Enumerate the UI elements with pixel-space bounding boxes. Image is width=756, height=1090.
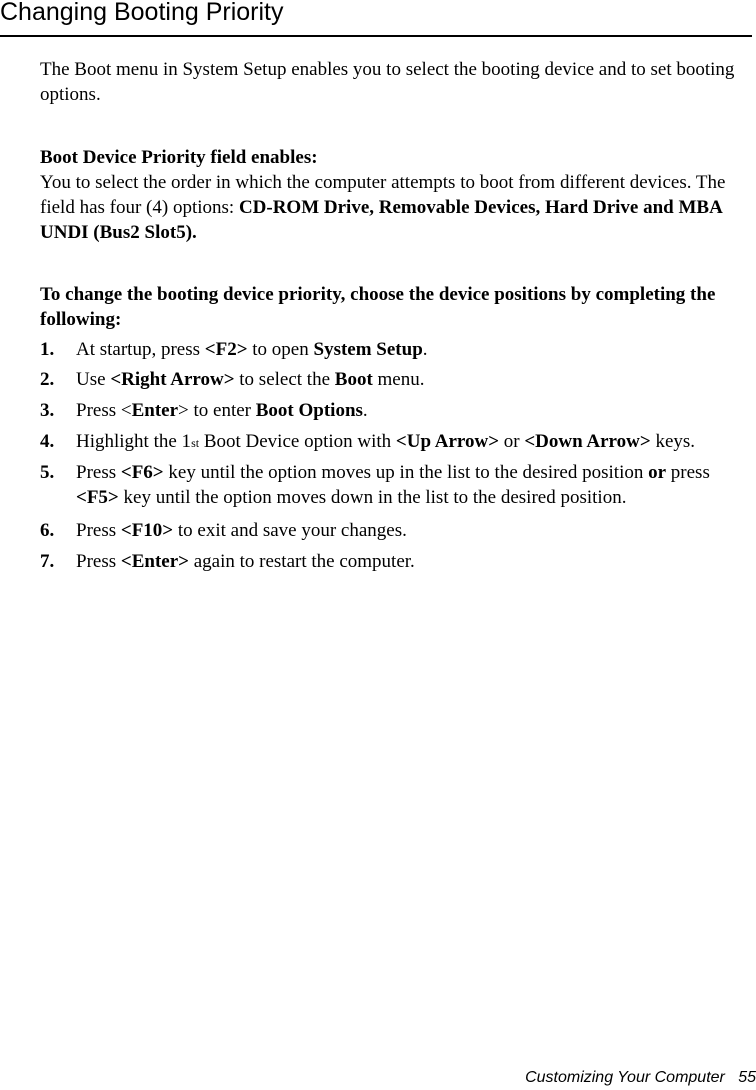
step-bold-text: <Right Arrow> [110,369,235,390]
page-footer [525,1068,756,1088]
step-bold-text: Boot [334,369,373,390]
step-bold-text: <F5> [76,487,119,508]
field-description [40,170,752,245]
step-plain-text: Press [76,462,121,483]
step-text [76,429,752,456]
title-divider [0,35,752,37]
step-plain-text: Press [76,520,121,541]
step-number: 5. [40,462,55,483]
step-text [76,398,752,423]
step-plain-text: Use [76,369,111,390]
page-number: 55 [738,1069,756,1086]
step-plain-text: . [362,400,368,421]
step-bold-text: <Enter> [120,551,189,572]
step-plain-text: Highlight the 1 [76,431,192,452]
intro-paragraph: The Boot menu in System Setup enables you to select the booting device and to set booting options. [40,59,735,105]
step-number: 2. [40,369,55,390]
step-text [76,549,752,574]
field-description-text: You to select the order in which the computer attempts to boot from different devices. The field has four (4) options: [40,172,726,218]
step-number: 7. [40,551,55,572]
step-number: 1. [40,339,55,360]
step-bold-text: <Down Arrow> [524,431,651,452]
step-text [76,460,752,510]
step-plain-text: key until the option moves down in the list to the desired position. [118,487,627,508]
footer-gap [725,1069,738,1086]
step-plain-text: At startup, press [76,339,205,360]
field-options: CD-ROM Drive, Removable Devices, Hard Drive and MBA UNDI (Bus2 Slot5). [40,197,722,243]
step-plain-text: . [422,339,428,360]
step-bold-text: Boot Options [255,400,363,421]
step-bold-text: <F2> [204,339,248,360]
step-bold-text: or [648,462,667,483]
step-plain-text: Press [76,551,121,572]
step-plain-text: to select the [234,369,335,390]
step-number: 3. [40,400,55,421]
step-plain-text: menu. [372,369,425,390]
step-bold-text: <F10> [120,520,174,541]
step-plain-text: key until the option moves up in the list to the desired position [163,462,649,483]
step-plain-text: Press < [76,400,132,421]
step-bold-text: <Up Arrow> [395,431,500,452]
step-number: 6. [40,520,55,541]
step-text [76,367,752,392]
step-plain-text: or [499,431,525,452]
page-title: Changing Booting Priority [0,0,284,26]
step-plain-text: press [666,462,710,483]
step-bold-text: System Setup [313,339,423,360]
step-plain-text: > to enter [178,400,256,421]
field-heading: Boot Device Priority field enables: [40,147,318,168]
step-bold-text: <F6> [120,462,164,483]
step-number: 4. [40,431,55,452]
step-bold-text: Enter [131,400,179,421]
steps-heading: To change the booting device priority, choose the device positions by completing the following: [40,284,716,330]
step-plain-text: keys. [650,431,696,452]
footer-section: Customizing Your Computer [525,1069,725,1086]
step-text [76,518,752,543]
step-plain-text: to exit and save your changes. [173,520,407,541]
step-superscript: st [191,436,200,450]
step-plain-text: again to restart the computer. [188,551,415,572]
step-text [76,337,752,362]
step-plain-text: to open [247,339,314,360]
step-plain-text: Boot Device option with [199,431,396,452]
